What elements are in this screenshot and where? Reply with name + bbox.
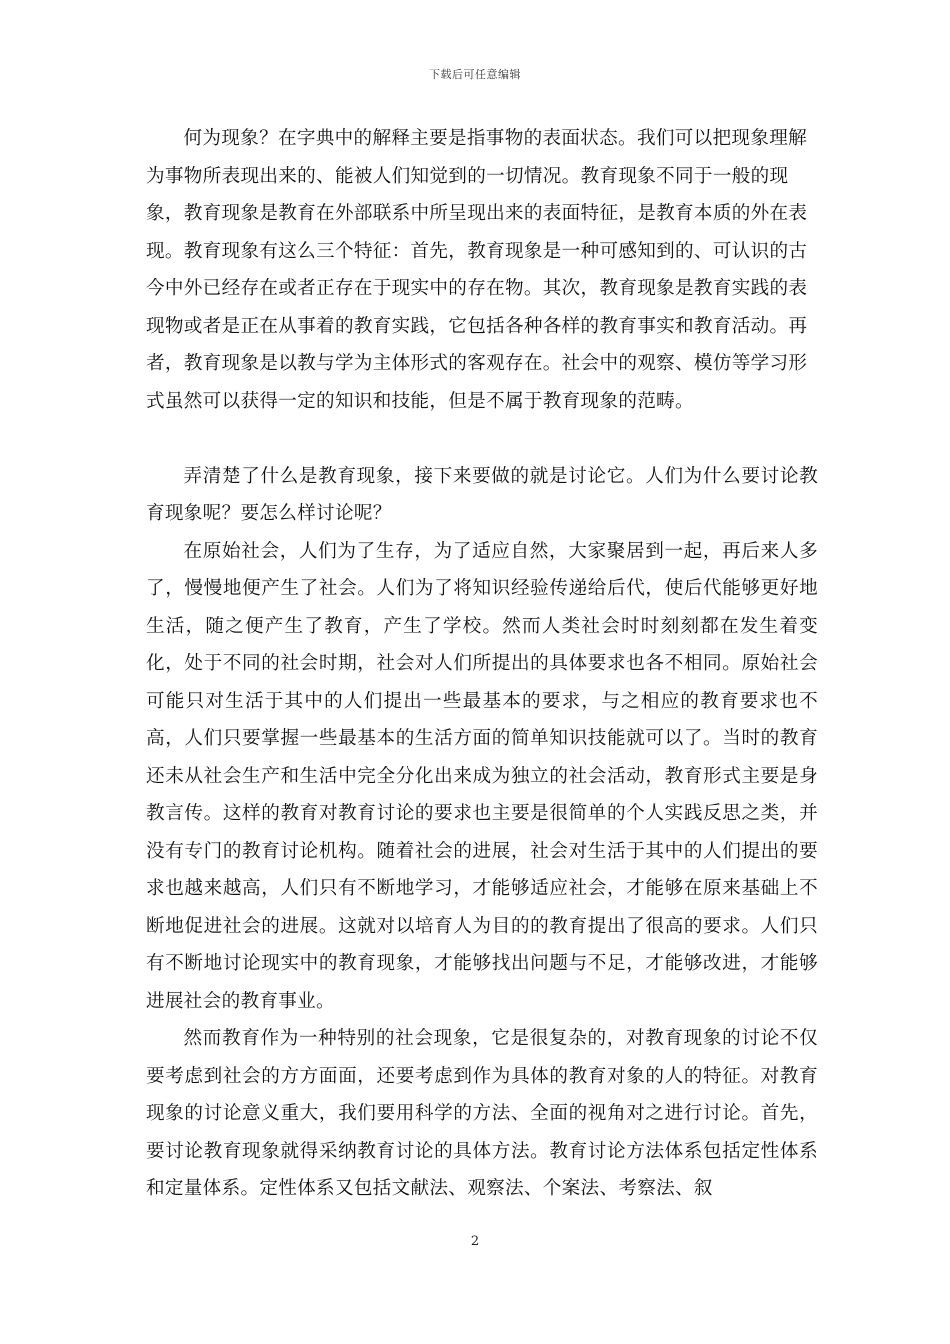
paragraph-phenomenon-definition: 何为现象？在字典中的解释主要是指事物的表面状态。我们可以把现象理解为事物所表现出来的、能被人们知觉到的一切情况。教育现象不同于一般的现象，教育现象是教育在外部联系中所呈现出来的表面特征，是教育本质的外在表现。教育现象有这么三个特征：首先，教育现象是一种可感知到的、可认识的古今中外已经存在或者正存在于现实中的存在物。其次，教育现象是教育实践的表现物或者是正在从事着的教育实践，它包括各种各样的教育事实和教育活动。再者，教育现象是以教与学为主体形式的客观存在。社会中的观察、模仿等学习形式虽然可以获得一定的知识和技能，但是不属于教育现象的范畴。 xyxy=(146,128,808,412)
page-number: 2 xyxy=(470,1234,480,1249)
document-body xyxy=(146,120,818,1208)
paragraph-why-study: 弄清楚了什么是教育现象，接下来要做的就是讨论它。人们为什么要讨论教育现象呢？要怎么样讨论呢？ xyxy=(146,465,818,524)
paragraph-history: 在原始社会，人们为了生存，为了适应自然，大家聚居到一起，再后来人多了，慢慢地便产生了社会。人们为了将知识经验传递给后代，使后代能够更好地生活，随之便产生了教育，产生了学校。然而人类社会时时刻刻都在发生着变化，处于不同的社会时期，社会对人们所提出的具体要求也各不相同。原始社会可能只对生活于其中的人们提出一些最基本的要求，与之相应的教育要求也不高，人们只要掌握一些最基本的生活方面的简单知识技能就可以了。当时的教育还未从社会生产和生活中完全分化出来成为独立的社会活动，教育形式主要是身教言传。这样的教育对教育讨论的要求也主要是很简单的个人实践反思之类，并没有专门的教育讨论机构。随着社会的进展，社会对生活于其中的人们提出的要求也越来越高，人们只有不断地学习，才能够适应社会，才能够在原来基础上不断地促进社会的进展。这就对以培育人为目的的教育提出了很高的要求。人们只有不断地讨论现实中的教育现象，才能够找出问题与不足，才能够改进，才能够进展社会的教育事业。 xyxy=(146,540,818,1012)
paragraph-methods: 然而教育作为一种特别的社会现象，它是很复杂的，对教育现象的讨论不仅要考虑到社会的方方面面，还要考虑到作为具体的教育对象的人的特征。对教育现象的讨论意义重大，我们要用科学的方法、全面的视角对之进行讨论。首先，要讨论教育现象就得采纳教育讨论的具体方法。教育讨论方法体系包括定性体系和定量体系。定性体系又包括文献法、观察法、个案法、考察法、叙 xyxy=(146,1028,818,1199)
page-header: 下载后可任意编辑 xyxy=(429,68,521,81)
paragraph-spacer xyxy=(146,420,818,458)
